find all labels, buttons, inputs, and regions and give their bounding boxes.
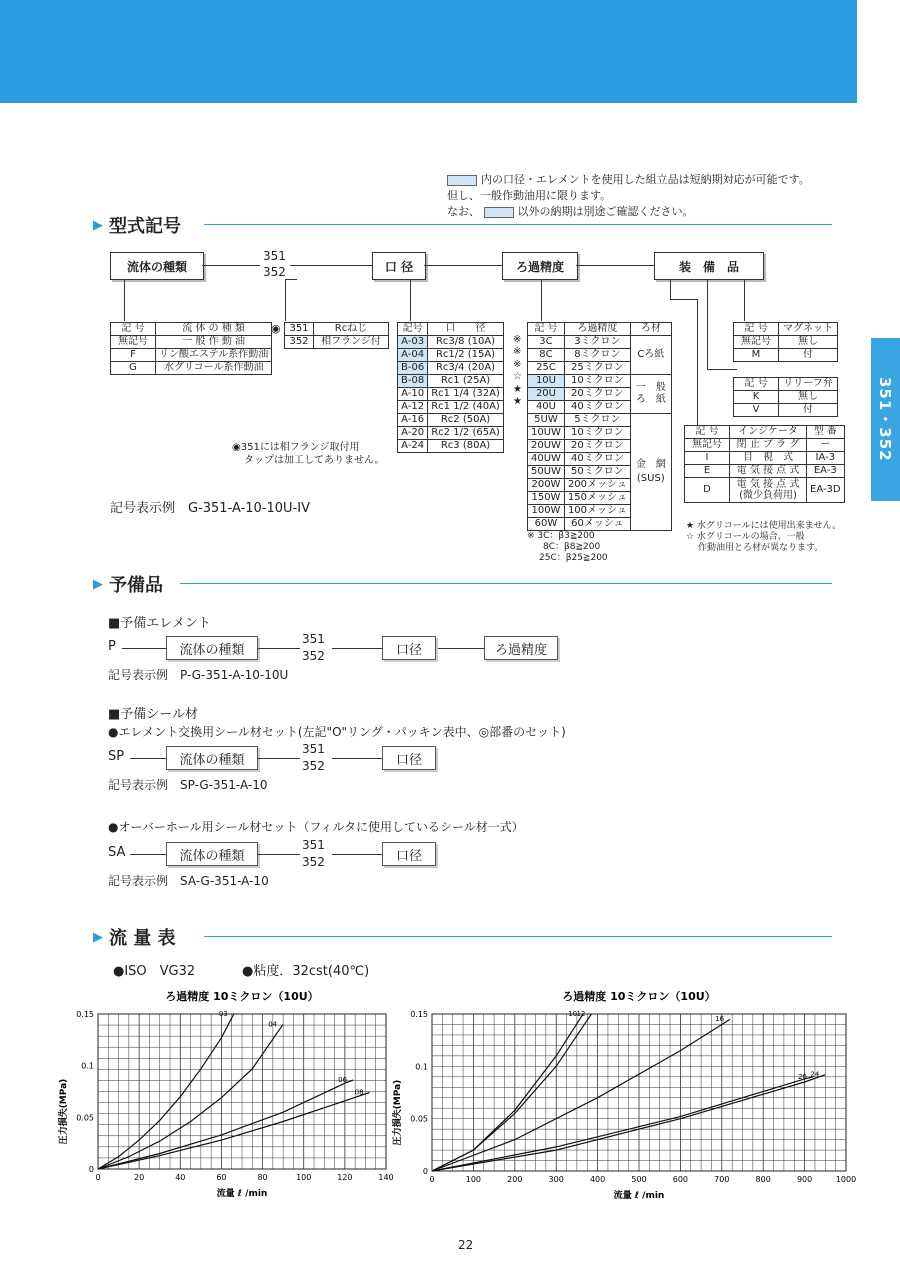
highlight-swatch — [447, 175, 477, 186]
y-tick-label: 0.15 — [410, 1010, 428, 1019]
table-row: 150W 150メッシュ — [528, 492, 672, 505]
table-row: 100W 100メッシュ — [528, 505, 672, 518]
notice-line1: 内の口径・エレメントを使用した組立品は短納期対応が可能です。 — [481, 173, 810, 186]
x-tick-label: 0 — [429, 1175, 435, 1184]
series-label-04: 04 — [268, 1020, 278, 1029]
element-352: 352 — [302, 649, 325, 663]
y-tick-label: 0.1 — [81, 1061, 94, 1071]
element-fluid-box: 流体の種類 — [166, 636, 258, 660]
section-divider — [204, 224, 832, 225]
x-tick-label: 200 — [507, 1175, 523, 1184]
port-table: 記号 口 径 A-03 Rc3/8 (10A) A-04 Rc1/2 (15A) B-06 Rc3/4 (20A) B-08 Rc1 (25A) A-10 Rc1 1/4 (32A) A-12 Rc1 1/2 (40A) A-16 Rc2 (50A) A-20 Rc2 1/2 (65A) A-24 Rc3 (80A) — [397, 322, 504, 453]
seal1-351: 351 — [302, 742, 325, 756]
x-tick-label: 120 — [337, 1173, 353, 1182]
seal1-fluid-box: 流体の種類 — [166, 746, 258, 770]
flow-chart-large — [393, 984, 866, 1206]
x-tick-label: 100 — [296, 1173, 312, 1182]
seal-prefix-1: SP — [108, 749, 125, 764]
series-label-12: 12 — [576, 1010, 586, 1018]
star-notes: ★ 水グリコールには使用出来ません。 ☆ 水グリコールの場合、一般 作動油用とろ材が異なります。 — [686, 521, 842, 553]
series-label-16: 16 — [715, 1015, 725, 1024]
spare-seal-title: ■予備シール材 — [108, 707, 199, 722]
seal-example-1: 記号表示例 SP-G-351-A-10 — [108, 778, 268, 792]
flow-chart-small — [55, 982, 405, 1204]
x-tick-label: 80 — [257, 1173, 268, 1182]
table-row: K 無し — [734, 391, 838, 404]
table-row: F リン酸エステル系作動油 — [111, 349, 272, 362]
y-axis-label: 圧力損失(MPa) — [393, 1079, 403, 1146]
spare-element-title: ■予備エレメント — [108, 616, 211, 631]
seal-desc-1: ●エレメント交換用シール材セット(左記"O"リング・パッキン表中、◎部番のセット) — [108, 725, 566, 739]
table-row: A-10 Rc1 1/4 (32A) — [398, 388, 504, 401]
table-row: 352 相フランジ付 — [285, 336, 389, 349]
relief-valve-table: 記 号 リリーフ弁 K 無し V 付 — [733, 377, 838, 417]
table-row: B-08 Rc1 (25A) — [398, 375, 504, 388]
table-row: 60W 60メッシュ — [528, 518, 672, 531]
seal-desc-2: ●オーバーホール用シール材セット（フィルタに使用しているシール材一式） — [108, 820, 524, 834]
table-row: 40UW 40ミクロン — [528, 453, 672, 466]
triangle-icon: ▶ — [93, 576, 103, 592]
triangle-icon: ▶ — [93, 929, 103, 945]
table-row: 200W 200メッシュ — [528, 479, 672, 492]
seal2-port-box: 口径 — [382, 842, 436, 866]
section-title-flow: ▶ 流 量 表 — [93, 928, 176, 949]
element-example: 記号表示例 P-G-351-A-10-10U — [108, 668, 289, 682]
table-row: 20UW 20ミクロン — [528, 440, 672, 453]
notice-line3-pre: なお、 — [447, 205, 480, 218]
model-example: 記号表示例 G-351-A-10-10U-IV — [110, 501, 310, 516]
section-divider — [204, 936, 832, 937]
table-row: 25C 25ミクロン — [528, 362, 672, 375]
seal-example-2: 記号表示例 SA-G-351-A-10 — [108, 874, 269, 888]
series-label-24: 24 — [810, 1070, 820, 1079]
header-banner — [0, 0, 857, 103]
x-tick-label: 140 — [378, 1173, 394, 1182]
series-line-16 — [432, 1019, 730, 1171]
port-box: 口 径 — [372, 252, 426, 280]
series-352: 352 — [263, 265, 286, 279]
series-line-10 — [432, 1014, 583, 1171]
table-row: 10U 10ミクロン 一 般 ろ 紙 — [528, 375, 672, 388]
table-row: A-12 Rc1 1/2 (40A) — [398, 401, 504, 414]
x-axis-label: 流量 ℓ /min — [613, 1191, 665, 1201]
section-title-model: ▶ 型式記号 — [93, 216, 181, 237]
element-prefix: P — [108, 639, 116, 654]
x-tick-label: 800 — [755, 1175, 771, 1184]
side-tab: 351・352 — [871, 338, 900, 501]
table-row: A-04 Rc1/2 (15A) — [398, 349, 504, 362]
series-351: 351 — [263, 249, 286, 263]
table-row: B-06 Rc3/4 (20A) — [398, 362, 504, 375]
table-row: G 水グリコール系作動油 — [111, 362, 272, 375]
x-tick-label: 500 — [631, 1175, 647, 1184]
x-tick-label: 700 — [714, 1175, 730, 1184]
x-axis-label: 流量 ℓ /min — [216, 1189, 268, 1199]
fluid-type-box: 流体の種類 — [110, 252, 204, 280]
table-row: E 電 気 接 点 式 EA-3 — [685, 465, 845, 478]
chart-title: ろ過精度 10ミクロン（10U） — [562, 990, 716, 1003]
table-row: 351 Rcねじ — [285, 323, 389, 336]
highlight-swatch — [484, 207, 514, 218]
series-table — [284, 322, 389, 349]
y-tick-label: 0.05 — [76, 1113, 94, 1123]
table-row: 10UW 10ミクロン — [528, 427, 672, 440]
note-351: ◉351には相フランジ取付用 タップは加工してありません。 — [232, 442, 385, 466]
filtration-marks: ※ ※ ※ ☆ ★ ★ — [513, 334, 522, 408]
x-tick-label: 20 — [134, 1173, 145, 1182]
table-row: I 目 視 式 IA-3 — [685, 452, 845, 465]
condition-viscosity: ●粘度．32cst(40℃) — [242, 964, 370, 979]
series-label-06: 06 — [338, 1076, 348, 1085]
table-row: A-20 Rc2 1/2 (65A) — [398, 427, 504, 440]
series-mark: ◉ — [271, 322, 281, 335]
seal-prefix-2: SA — [108, 845, 126, 860]
table-row: M 付 — [734, 349, 838, 362]
beta-notes: ※ 3C：β3≧200 8C：β8≧200 25C：β25≧200 — [527, 531, 608, 563]
table-row: 8C 8ミクロン — [528, 349, 672, 362]
seal2-351: 351 — [302, 838, 325, 852]
filtration-box: ろ過精度 — [502, 252, 578, 280]
page-number: 22 — [458, 1238, 474, 1252]
x-tick-label: 600 — [672, 1175, 689, 1184]
element-351: 351 — [302, 632, 325, 646]
y-tick-label: 0 — [88, 1165, 94, 1174]
seal1-port-box: 口径 — [382, 746, 436, 770]
y-tick-label: 0 — [422, 1167, 428, 1176]
table-row: 40U 40ミクロン — [528, 401, 672, 414]
section-title-spare: ▶ 予備品 — [93, 575, 163, 596]
x-tick-label: 900 — [796, 1175, 813, 1184]
y-tick-label: 0.15 — [76, 1010, 94, 1019]
x-tick-label: 100 — [465, 1175, 482, 1184]
x-tick-label: 40 — [175, 1173, 186, 1182]
series-label-03: 03 — [218, 1010, 228, 1018]
y-axis-label: 圧力損失(MPa) — [59, 1078, 69, 1145]
filtration-table: 記 号 ろ過精度 ろ材 3C 3ミクロン Cろ紙 8C 8ミクロン 25C 25ミクロン 10U 10ミクロン 一 般 ろ 紙 20U 20ミクロン 40U 40ミクロン 5UW 5ミクロン 金 網 (SUS) 10UW 10ミクロン 20UW 20ミクロン 40UW 40ミクロン 50UW 50ミクロン 200W 200メッシュ 150W 150メッシュ 100W 100メッシュ 60W 60メッシュ — [527, 322, 672, 531]
table-row: A-03 Rc3/8 (10A) — [398, 336, 504, 349]
x-tick-label: 0 — [95, 1173, 101, 1182]
series-label-20: 20 — [797, 1072, 807, 1081]
table-row: D 電 気 接 点 式 (微少負荷用) EA-3D — [685, 478, 845, 503]
fluid-type-table: 記 号 流 体 の 種 類 無記号 一 般 作 動 油 F リン酸エステル系作動油 G 水グリコール系作動油 — [110, 322, 272, 375]
table-row: V 付 — [734, 404, 838, 417]
chart-title: ろ過精度 10ミクロン（10U） — [165, 990, 319, 1003]
table-row: 5UW 5ミクロン 金 網 (SUS) — [528, 414, 672, 427]
seal1-352: 352 — [302, 759, 325, 773]
element-port-box: 口径 — [382, 636, 436, 660]
y-tick-label: 0.05 — [410, 1114, 428, 1124]
table-row: A-16 Rc2 (50A) — [398, 414, 504, 427]
equipment-box: 装 備 品 — [654, 252, 764, 280]
x-tick-label: 1000 — [835, 1175, 857, 1184]
indicator-table: 記 号 インジケータ 型 番 無記号 閉 止 プ ラ グ ー I 目 視 式 IA-3 E 電 気 接 点 式 EA-3 D 電 気 接 点 式 (微少負荷用) EA-3D — [684, 425, 845, 503]
table-row: 無記号 一 般 作 動 油 — [111, 336, 272, 349]
notice-line2: 但し、一般作動油用に限ります。 — [447, 189, 612, 202]
table-row: 無記号 閉 止 プ ラ グ ー — [685, 439, 845, 452]
element-filtration-box: ろ過精度 — [484, 636, 558, 660]
series-label-10: 10 — [568, 1010, 578, 1018]
seal2-352: 352 — [302, 855, 325, 869]
section-divider — [180, 583, 832, 584]
table-row: 20U 20ミクロン — [528, 388, 672, 401]
notice-line3-post: 以外の納期は別途ご確認ください。 — [517, 205, 694, 218]
triangle-icon: ▶ — [93, 217, 103, 233]
table-row: 50UW 50ミクロン — [528, 466, 672, 479]
magnet-table: 記 号 マグネット 無記号 無し M 付 — [733, 322, 838, 362]
condition-iso: ●ISO VG32 — [113, 964, 196, 979]
x-tick-label: 300 — [548, 1175, 564, 1184]
x-tick-label: 60 — [216, 1173, 227, 1182]
x-tick-label: 400 — [589, 1175, 606, 1184]
table-row: 無記号 無し — [734, 336, 838, 349]
seal2-fluid-box: 流体の種類 — [166, 842, 258, 866]
y-tick-label: 0.1 — [415, 1062, 428, 1072]
series-line-20 — [432, 1077, 813, 1171]
notice-block — [447, 172, 810, 220]
table-row: 3C 3ミクロン Cろ紙 — [528, 336, 672, 349]
series-label-08: 08 — [354, 1088, 364, 1097]
table-row: A-24 Rc3 (80A) — [398, 440, 504, 453]
